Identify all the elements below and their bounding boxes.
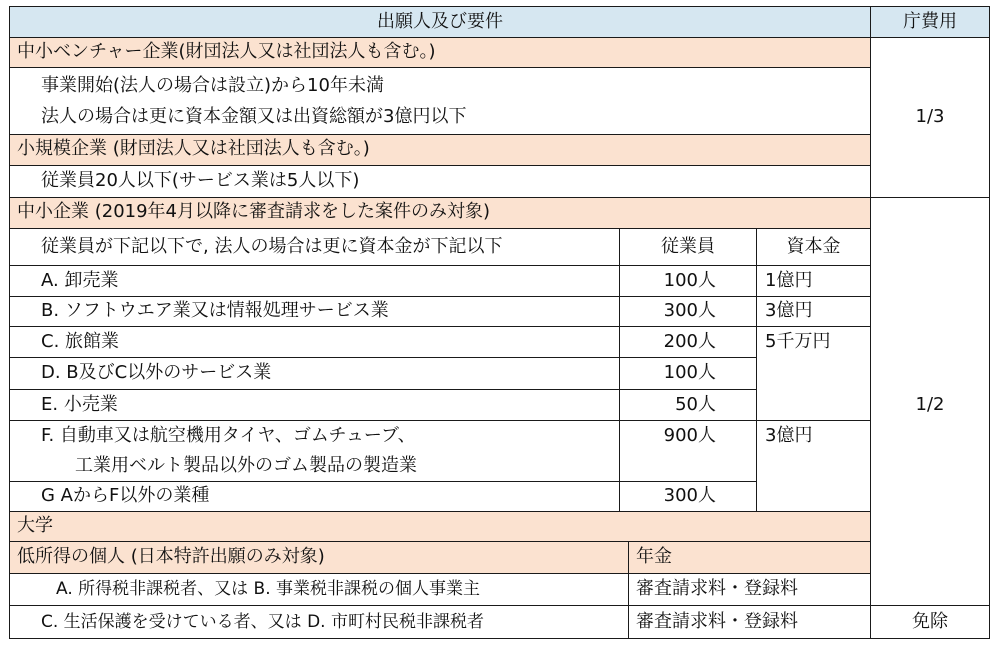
employees-value: 300人 — [663, 485, 716, 506]
row-label: D. B及びC以外のサービス業 — [41, 362, 272, 383]
low-income-cd-fee: 審査請求料・登録料 — [636, 611, 798, 632]
fee-half: 1/2 — [915, 394, 945, 415]
low-income-title: 低所得の個人 (日本特許出願のみ対象) — [17, 546, 325, 567]
row-label-line-1: F. 自動車又は航空機用タイヤ、ゴムチューブ、 — [41, 425, 416, 446]
venture-line-1: 事業開始(法人の場合は設立)から10年未満 — [41, 75, 384, 96]
header-fee-label: 庁費用 — [903, 11, 957, 32]
venture-title: 中小ベンチャー企業(財団法人又は社団法人も含む。) — [17, 41, 436, 62]
col-capital-label: 資本金 — [786, 236, 841, 257]
capital-value: 3億円 — [765, 425, 813, 446]
employees-value: 300人 — [663, 300, 716, 321]
employees-value: 900人 — [663, 425, 716, 446]
row-label: G AからF以外の業種 — [41, 485, 210, 506]
capital-value: 3億円 — [765, 300, 813, 321]
low-income-cd: C. 生活保護を受けている者、又は D. 市町村民税非課税者 — [41, 612, 484, 632]
fee-third: 1/3 — [915, 106, 945, 127]
university-title-cell — [9, 511, 871, 542]
low-income-ab-fee: 審査請求料・登録料 — [636, 578, 798, 599]
sme-condition: 従業員が下記以下で, 法人の場合は更に資本金が下記以下 — [41, 236, 503, 257]
employees-value: 200人 — [663, 331, 716, 352]
employees-value: 100人 — [663, 270, 716, 291]
header-title: 出願人及び要件 — [377, 11, 503, 32]
row-label: C. 旅館業 — [41, 331, 120, 352]
venture-line-2: 法人の場合は更に資本金額又は出資総額が3億円以下 — [41, 106, 467, 127]
row-label-line-2: 工業用ベルト製品以外のゴム製品の製造業 — [75, 455, 417, 476]
sme-title: 中小企業 (2019年4月以降に審査請求をした案件のみ対象) — [17, 201, 491, 222]
low-income-ab: A. 所得税非課税者、又は B. 事業税非課税の個人事業主 — [56, 579, 481, 599]
capital-value: 5千万円 — [765, 331, 831, 352]
employees-value: 50人 — [675, 394, 716, 415]
row-label: E. 小売業 — [41, 394, 118, 415]
row-label: A. 卸売業 — [41, 270, 119, 291]
capital-value: 1億円 — [765, 270, 813, 291]
small-line-1: 従業員20人以下(サービス業は5人以下) — [41, 170, 360, 191]
row-label: B. ソフトウエア業又は情報処理サービス業 — [41, 300, 389, 321]
university-title: 大学 — [17, 515, 53, 536]
employees-value: 100人 — [663, 362, 716, 383]
exempt-label: 免除 — [912, 611, 948, 632]
small-title: 小規模企業 (財団法人又は社団法人も含む。) — [17, 138, 370, 159]
col-employees-label: 従業員 — [661, 236, 715, 257]
pension-label: 年金 — [636, 546, 672, 567]
